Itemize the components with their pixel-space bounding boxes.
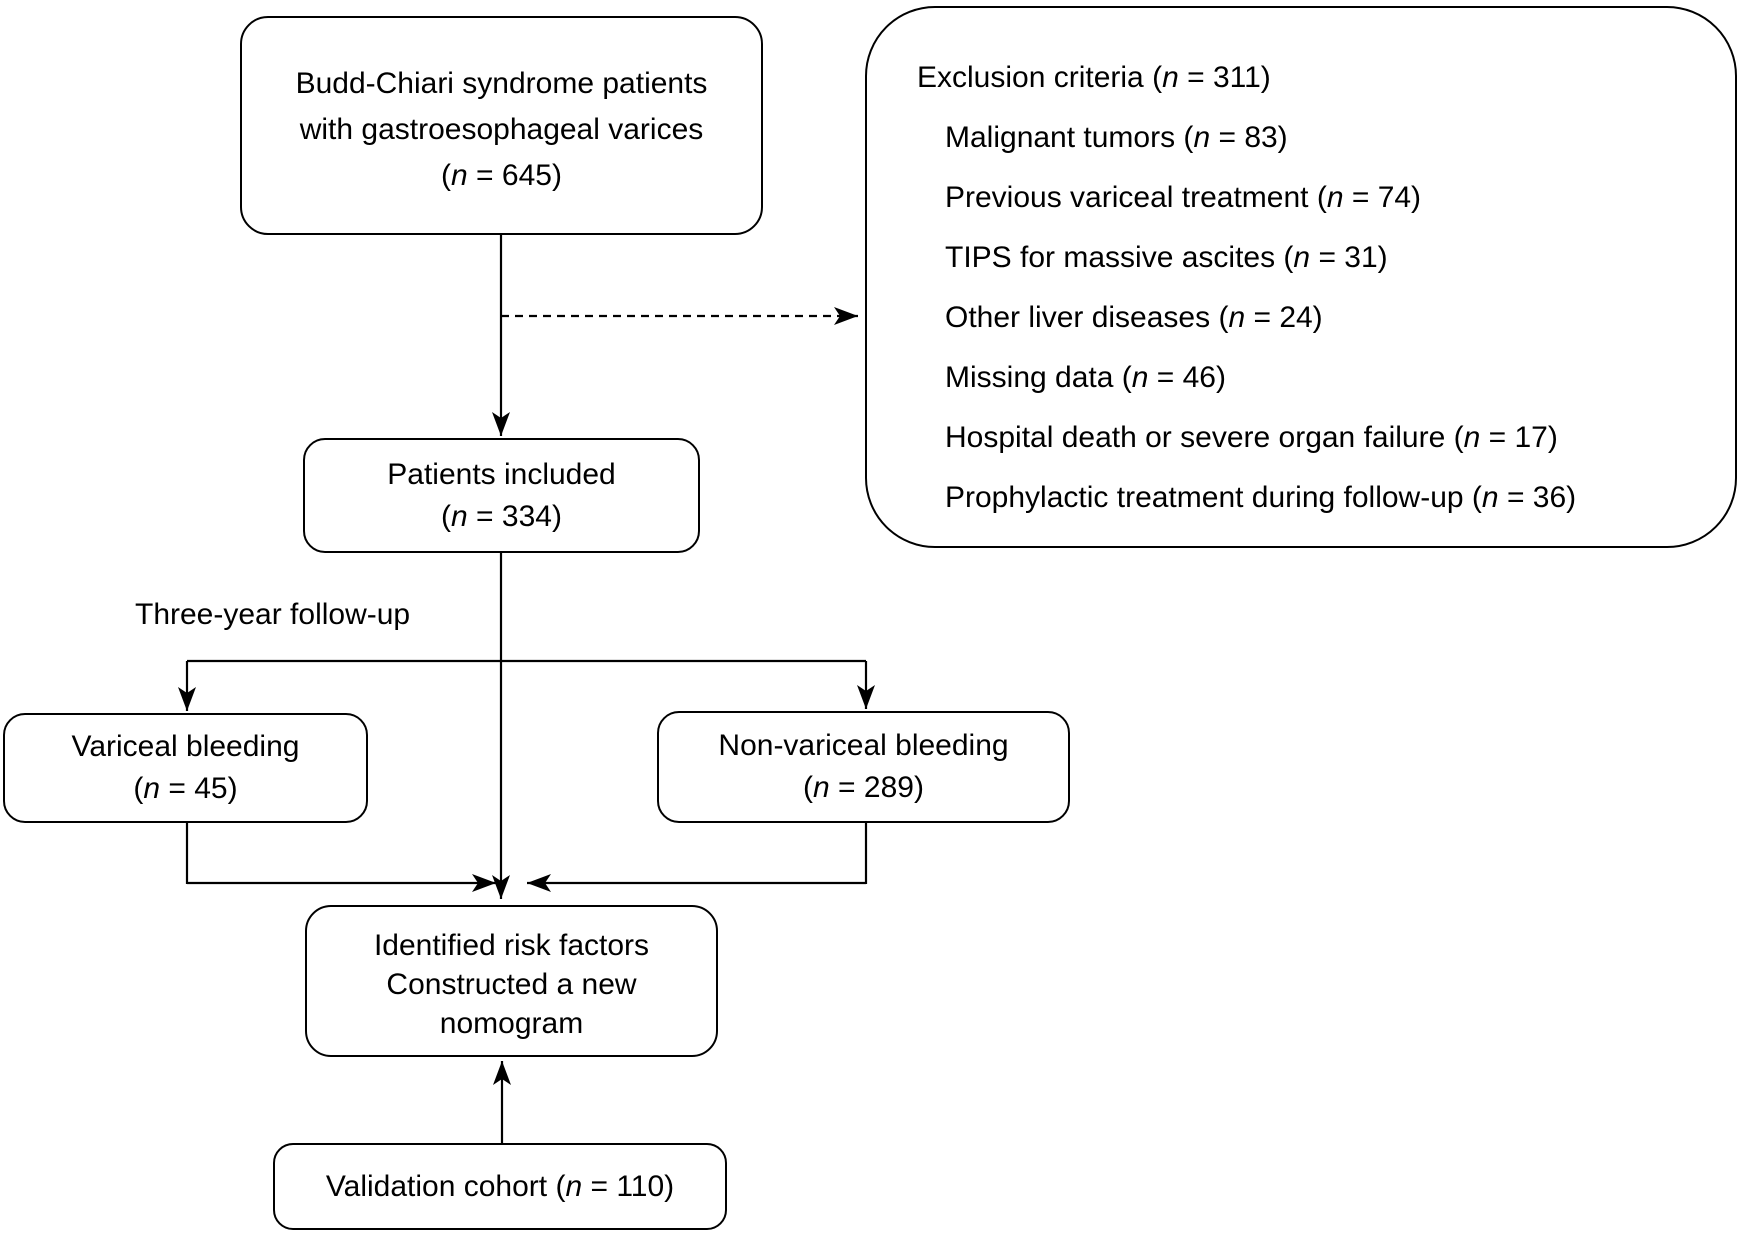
n-open: ( <box>803 771 814 804</box>
n-open: ( <box>133 772 144 805</box>
box-n-count <box>441 496 562 538</box>
box-text-line: Patients included <box>387 457 616 491</box>
n-open: ( <box>441 499 452 533</box>
n-symbol: n <box>1131 361 1149 394</box>
n-symbol: n <box>1193 121 1211 154</box>
n-symbol: n <box>1162 61 1179 94</box>
box-text-line: Identified risk factors <box>373 928 650 962</box>
n-value: = 289) <box>829 771 924 804</box>
box-text-line: Budd-Chiari syndrome patients <box>295 66 708 100</box>
box-nonvariceal-bleeding <box>657 711 1070 823</box>
n-symbol: n <box>143 772 161 805</box>
n-symbol: n <box>1463 421 1481 454</box>
n-open: ( <box>441 158 452 192</box>
n-value: = 83) <box>1210 121 1288 154</box>
box-text-line: with gastroesophageal varices <box>299 112 704 146</box>
three-year-followup-label: Three-year follow-up <box>135 598 411 631</box>
exclusion-item-text: Hospital death or severe organ failure ( <box>945 421 1464 454</box>
box-text-line <box>326 1166 674 1208</box>
exclusion-header <box>917 48 1271 108</box>
n-value: = 46) <box>1148 361 1226 394</box>
n-symbol: n <box>1481 481 1499 514</box>
n-value: = 17) <box>1480 421 1558 454</box>
box-exclusion-criteria <box>865 6 1737 548</box>
exclusion-item <box>945 288 1323 348</box>
n-symbol: n <box>1326 181 1344 214</box>
box-budd-chiari-patients <box>240 16 763 235</box>
box-text-line: Variceal bleeding <box>71 730 300 763</box>
n-value: = 334) <box>467 499 562 533</box>
n-value: = 110) <box>582 1169 675 1203</box>
box-n-count <box>441 153 562 199</box>
n-value: = 311) <box>1178 61 1271 94</box>
n-value: = 36) <box>1498 481 1577 514</box>
box-risk-factors-nomogram <box>305 905 718 1057</box>
validation-text: Validation cohort ( <box>325 1169 566 1203</box>
n-value: = 74) <box>1343 181 1422 214</box>
box-text-line: Constructed a new <box>386 967 637 1001</box>
n-symbol: n <box>451 499 468 533</box>
box-patients-included <box>303 438 700 553</box>
exclusion-item-text: Previous variceal treatment ( <box>945 181 1327 214</box>
exclusion-item-text: TIPS for massive ascites ( <box>945 241 1294 274</box>
n-symbol: n <box>1293 241 1311 274</box>
exclusion-item <box>945 468 1576 528</box>
exclusion-item-text: Malignant tumors ( <box>945 121 1194 154</box>
exclusion-item-text: Other liver diseases ( <box>945 301 1229 334</box>
exclusion-item-text: Prophylactic treatment during follow-up ( <box>945 481 1482 514</box>
box-validation-cohort <box>273 1143 727 1230</box>
box-n-count <box>133 768 237 810</box>
n-symbol: n <box>565 1169 583 1203</box>
box-text-line: Non-variceal bleeding <box>718 729 1009 762</box>
n-value: = 45) <box>160 772 238 805</box>
box-variceal-bleeding <box>3 713 368 823</box>
exclusion-item <box>945 168 1421 228</box>
n-value: = 31) <box>1310 241 1388 274</box>
n-symbol: n <box>813 771 830 804</box>
exclusion-item-text: Missing data ( <box>945 361 1132 394</box>
n-value: = 645) <box>467 158 562 192</box>
exclusion-item <box>945 348 1226 408</box>
n-symbol: n <box>1228 301 1246 334</box>
exclusion-header-text: Exclusion criteria ( <box>917 61 1163 94</box>
box-n-count <box>803 767 924 809</box>
n-symbol: n <box>451 158 468 192</box>
exclusion-item <box>945 408 1558 468</box>
exclusion-item <box>945 108 1288 168</box>
exclusion-item <box>945 228 1388 288</box>
box-text-line: nomogram <box>439 1006 584 1040</box>
n-value: = 24) <box>1245 301 1323 334</box>
